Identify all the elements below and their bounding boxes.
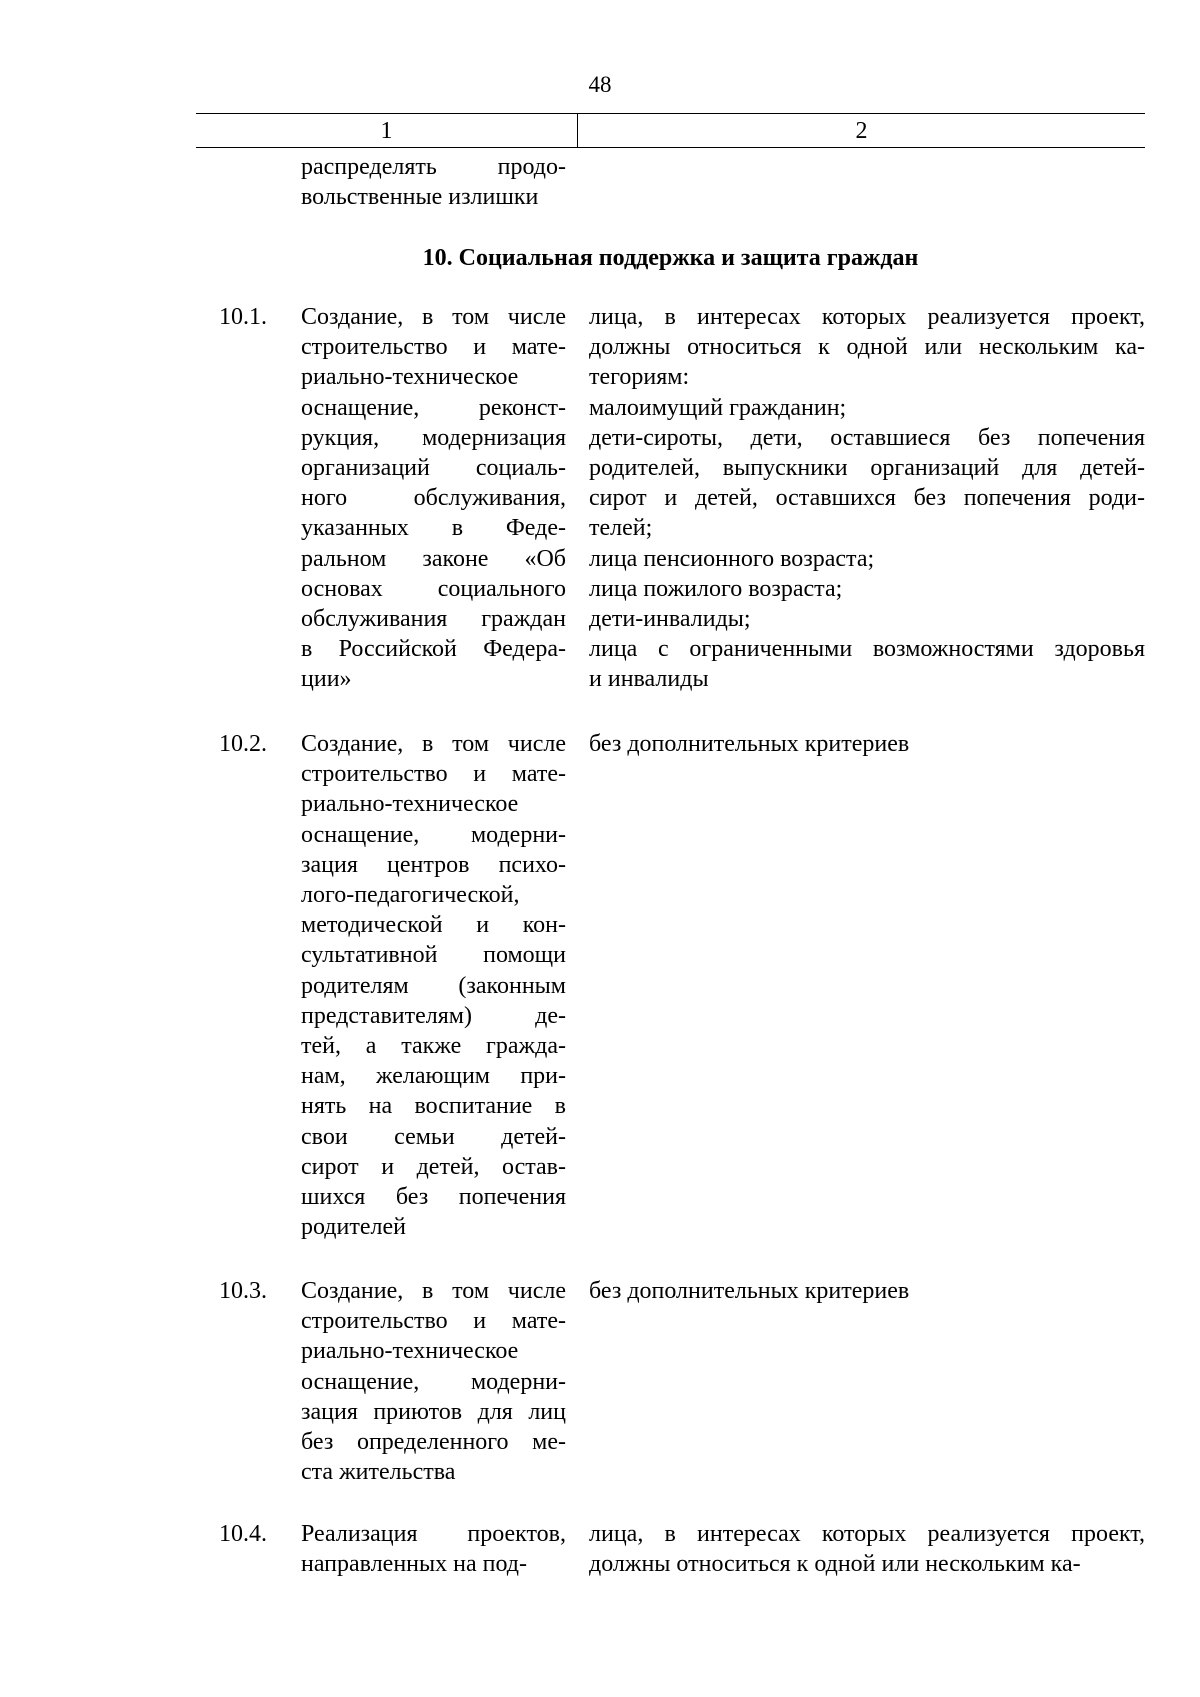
row-criteria [589,302,1145,695]
text-line: без дополнительных критериев [589,731,910,757]
text-line: ного обслуживания, [301,485,566,512]
text-line: оснащение, модерни- [301,1368,566,1395]
row-number: 10.3. [219,1278,267,1304]
text-line: Создание, в том числе [301,1278,566,1304]
text-line: риально-техническое [301,791,519,818]
text-line: без определенного ме- [301,1429,566,1456]
text-line: родителей [301,1214,406,1241]
text-line: риально-техническое [301,1338,519,1365]
text-line: сирот и детей, остав- [301,1153,566,1180]
text-line: ции» [301,666,352,693]
text-line: Создание, в том числе [301,731,566,757]
text-line: нам, желающим при- [301,1063,566,1090]
text-line: направленных на под- [301,1551,527,1578]
text-line: дети-сироты, дети, оставшиеся без попечения [589,424,1145,451]
row-number: 10.4. [219,1521,267,1547]
row-criteria [589,729,1145,759]
text-line: сультативной помощи [301,942,566,969]
text-line: представителям) де- [301,1002,566,1029]
text-line: оснащение, модерни- [301,821,566,848]
text-line: нять на воспитание в [301,1093,566,1120]
text-line: дети-инвалиды; [589,606,751,633]
text-line: зация центров психо- [301,851,566,878]
row-criteria [589,1276,1145,1306]
text-line: рукция, модернизация [301,424,566,451]
text-line: обслуживания граждан [301,606,566,633]
row-criteria [589,1519,1145,1579]
text-line: вольственные излишки [301,184,539,211]
carryover-activity-text [301,152,566,212]
table-header-top-rule [196,113,1145,114]
text-line: малоимущий гражданин; [589,394,847,421]
text-line: распределять продо- [301,154,566,180]
text-line: шихся без попечения [301,1184,566,1211]
text-line: строительство и мате- [301,334,566,361]
text-line: Реализация проектов, [301,1521,566,1547]
text-line: должны относиться к одной или нескольким ка- [589,334,1145,361]
row-activity [301,302,566,695]
row-activity [301,729,566,1242]
page-number: 48 [588,72,612,97]
section-title: 10. Социальная поддержка и защита граждан [422,245,919,271]
text-line: телей; [589,515,653,542]
text-line: указанных в Феде- [301,515,566,542]
text-line: оснащение, реконст- [301,394,566,421]
text-line: в Российской Федера- [301,636,566,663]
text-line: лого-педагогической, [301,882,520,909]
text-line: зация приютов для лиц [301,1398,566,1425]
text-line: лица, в интересах которых реализуется проект, [589,304,1145,330]
text-line: основах социального [301,575,566,602]
text-line: лица с ограниченными возможностями здоровья [589,636,1145,663]
table-header-bottom-rule [196,147,1145,148]
text-line: родителям (законным [301,972,566,999]
text-line: должны относиться к одной или нескольким ка- [589,1551,1081,1578]
row-activity [301,1519,566,1579]
text-line: лица пенсионного возраста; [589,545,875,572]
text-line: ста жительства [301,1459,456,1486]
text-line: тегориям: [589,364,690,391]
row-number: 10.1. [219,304,267,330]
table-header-col-2: 2 [855,118,868,144]
text-line: ральном законе «Об [301,545,566,572]
text-line: лица пожилого возраста; [589,575,843,602]
text-line: лица, в интересах которых реализуется проект, [589,1521,1145,1547]
table-header-col-1: 1 [380,118,393,144]
text-line: строительство и мате- [301,1308,566,1335]
text-line: свои семьи детей- [301,1123,566,1150]
row-number: 10.2. [219,731,267,757]
text-line: организаций социаль- [301,455,566,482]
text-line: тей, а также гражда- [301,1033,566,1060]
text-line: сирот и детей, оставшихся без попечения роди- [589,485,1145,512]
text-line: риально-техническое [301,364,519,391]
text-line: строительство и мате- [301,761,566,788]
text-line: методической и кон- [301,912,566,939]
text-line: и инвалиды [589,666,709,693]
text-line: Создание, в том числе [301,304,566,330]
text-line: без дополнительных критериев [589,1278,910,1304]
text-line: родителей, выпускники организаций для детей- [589,455,1145,482]
row-activity [301,1276,566,1487]
